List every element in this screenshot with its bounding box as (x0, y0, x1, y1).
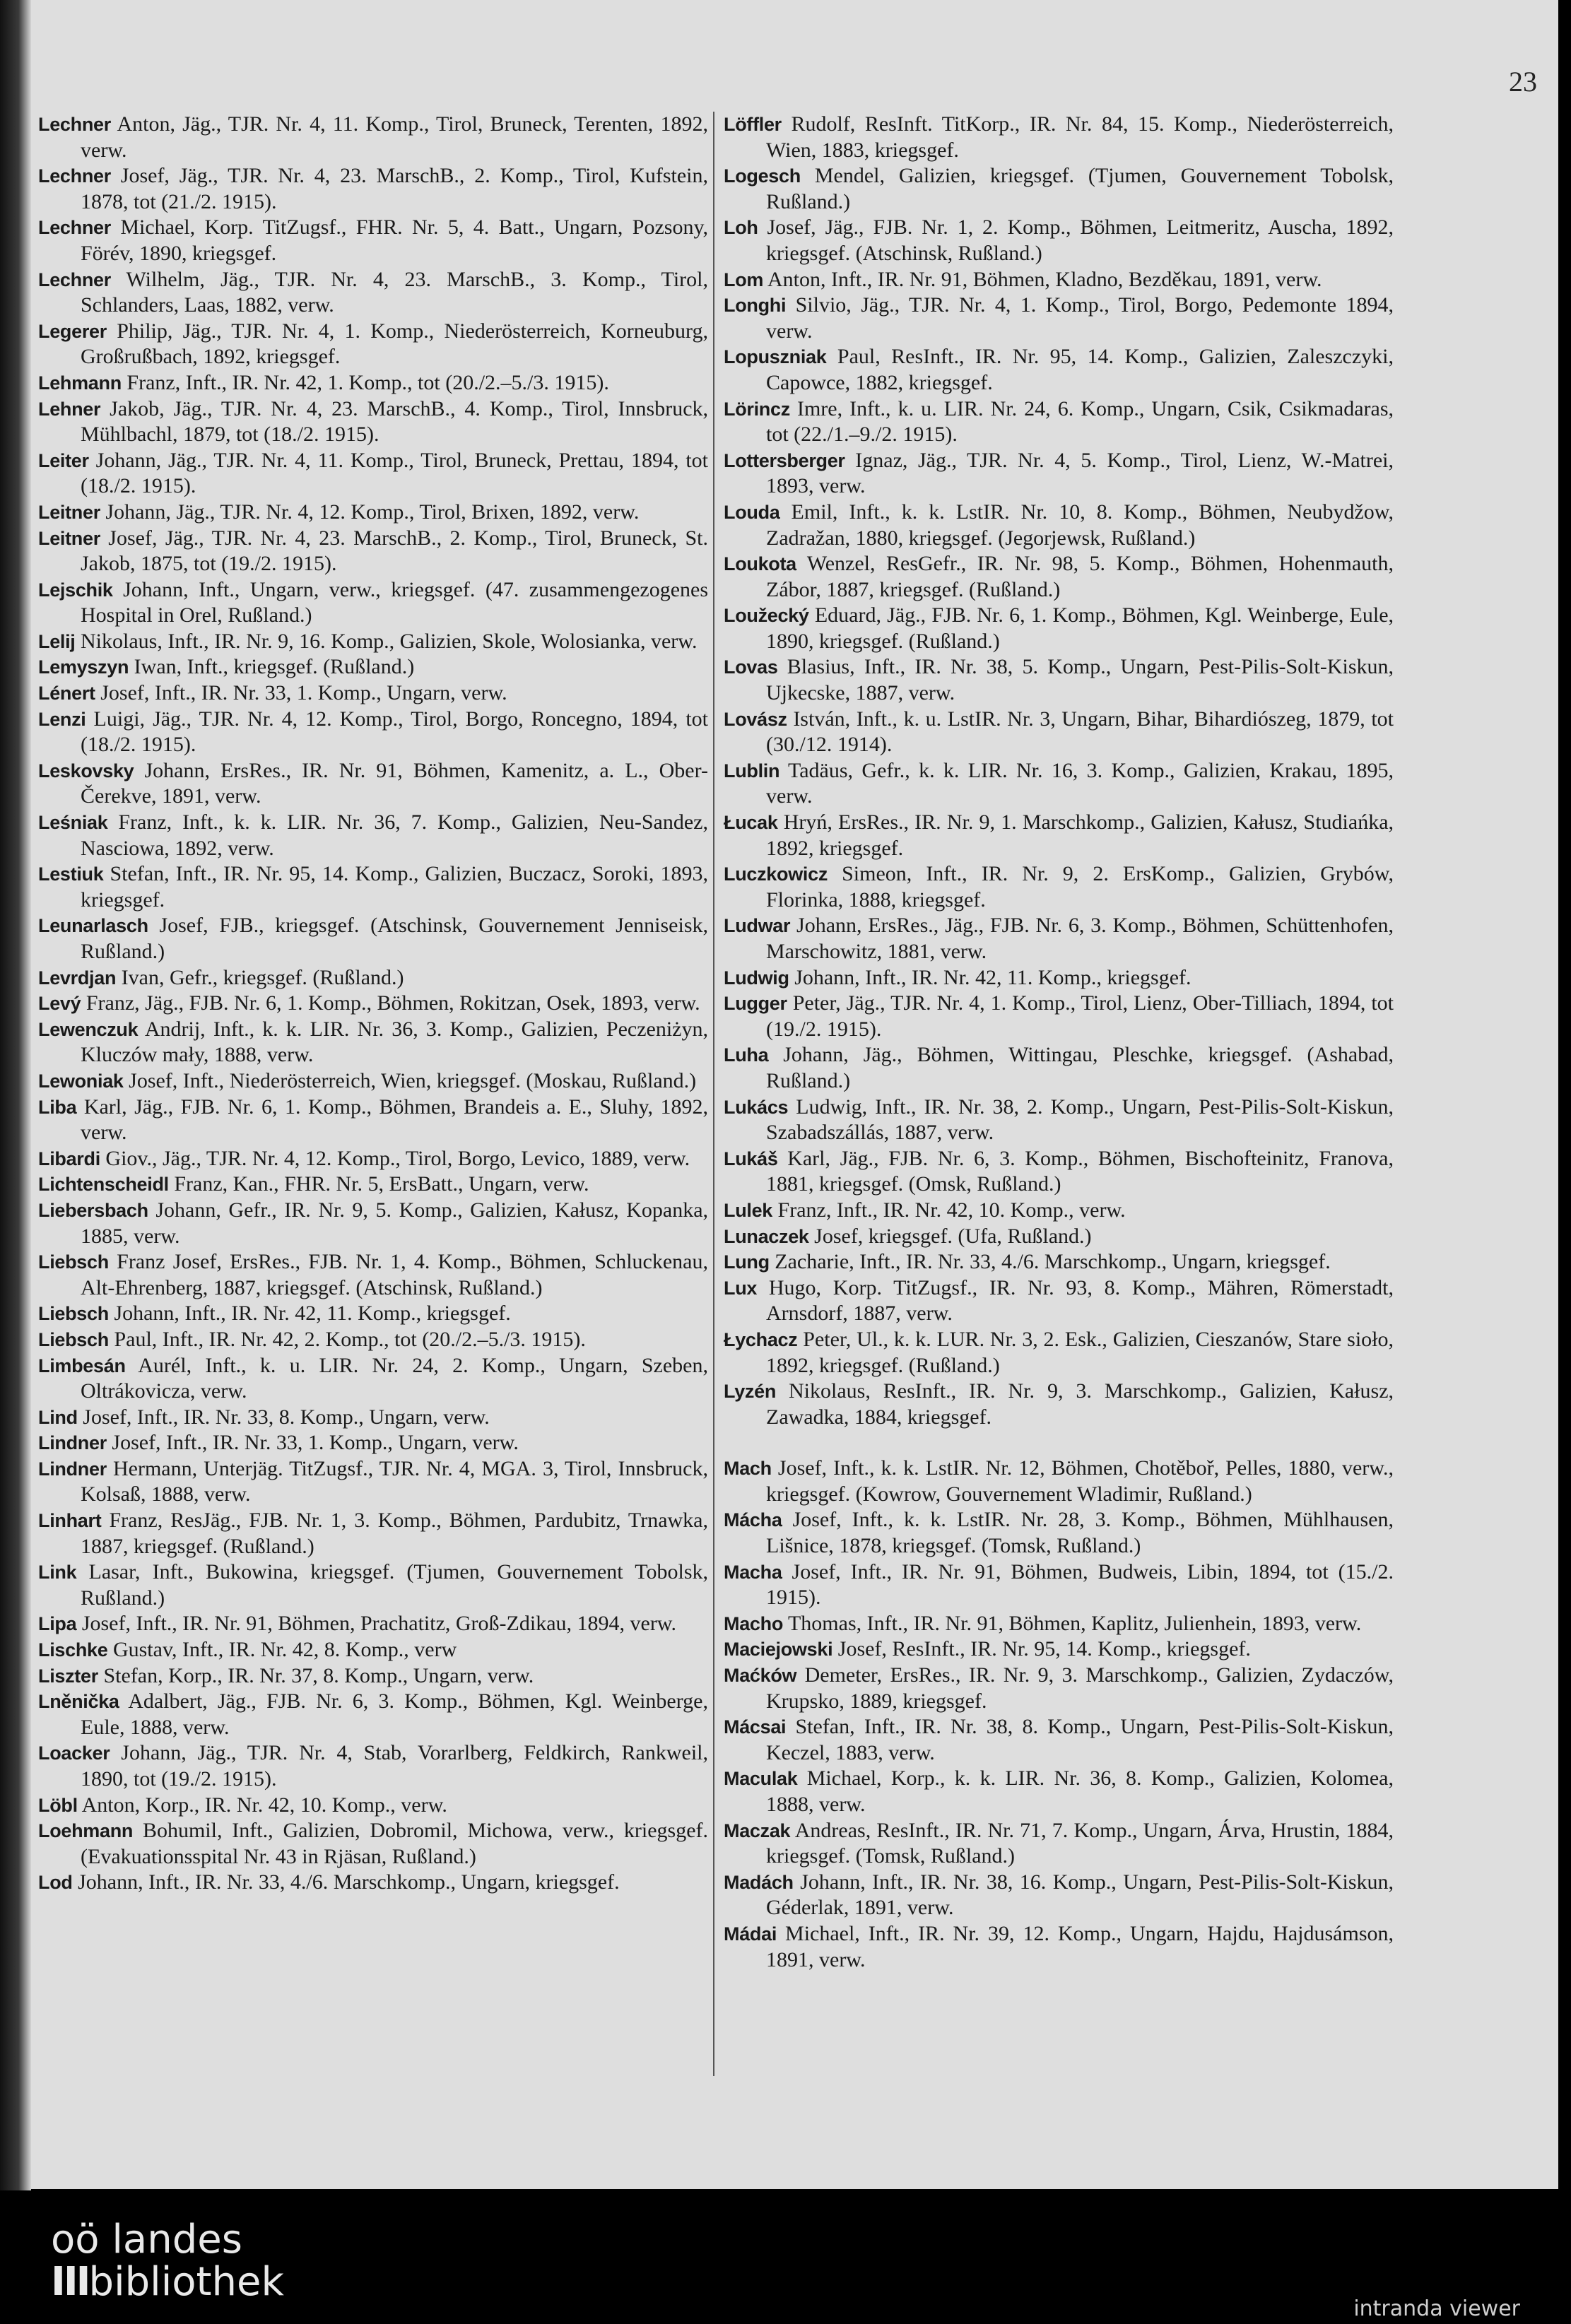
entry-details: Josef, Inft., IR. Nr. 33, 8. Komp., Ungarn, verw. (83, 1405, 490, 1429)
entry-surname: Lublin (724, 760, 780, 781)
page-number: 23 (1509, 66, 1537, 98)
register-entry (724, 965, 1394, 991)
register-entry (38, 1689, 708, 1740)
register-entry (724, 551, 1394, 603)
entry-surname: Lulek (724, 1199, 773, 1221)
entry-surname: Leitner (38, 501, 100, 523)
entry-surname: Lux (724, 1277, 758, 1299)
register-entry (724, 1095, 1394, 1146)
entry-surname: Lemyszyn (38, 656, 129, 678)
entry-surname: Loehmann (38, 1820, 134, 1842)
entry-details: Luigi, Jäg., TJR. Nr. 4, 12. Komp., Tirol, Borgo, Roncegno, 1894, tot (18./2. 1915). (81, 707, 708, 757)
entry-details: Josef, kriegsgef. (Ufa, Rußland.) (814, 1224, 1092, 1248)
entry-details: Franz, Kan., FHR. Nr. 5, ErsBatt., Ungarn, verw. (174, 1172, 589, 1196)
register-entry (724, 991, 1394, 1042)
register-entry (724, 861, 1394, 913)
entry-details: Johann, Inft., IR. Nr. 42, 11. Komp., kriegsgef. (794, 965, 1192, 989)
column-divider (713, 112, 714, 2076)
entry-details: Franz, ResJäg., FJB. Nr. 1, 3. Komp., Böhmen, Pardubitz, Trnawka, 1887, kriegsgef. (Rußland.) (81, 1509, 708, 1558)
entry-surname: Lukács (724, 1096, 789, 1118)
register-entry (724, 1921, 1394, 1973)
entry-surname: Maczak (724, 1819, 791, 1841)
entry-surname: Lénert (38, 683, 95, 704)
entry-details: Stefan, Inft., IR. Nr. 95, 14. Komp., Galizien, Buczacz, Soroki, 1893, kriegsgef. (81, 862, 709, 912)
register-entry (38, 965, 708, 991)
entry-surname: Löffler (724, 114, 782, 135)
register-entry (724, 1559, 1394, 1611)
entry-details: Giov., Jäg., TJR. Nr. 4, 12. Komp., Tirol, Borgo, Levico, 1889, verw. (105, 1146, 690, 1170)
register-entry (724, 215, 1394, 266)
entry-details: Anton, Inft., IR. Nr. 91, Böhmen, Kladno, Bezděkau, 1891, verw. (767, 267, 1322, 291)
register-entry (724, 1507, 1394, 1559)
register-entry (724, 1249, 1394, 1275)
entry-surname: Limbesán (38, 1355, 126, 1376)
entry-details: Ignaz, Jäg., TJR. Nr. 4, 5. Komp., Tirol, Lienz, W.-Matrei, 1893, verw. (766, 448, 1394, 498)
register-entry (724, 1636, 1394, 1663)
entry-details: Hugo, Korp. TitZugsf., IR. Nr. 93, 8. Komp., Mähren, Römerstadt, Arnsdorf, 1887, verw. (766, 1275, 1394, 1326)
entry-surname: Loacker (38, 1742, 110, 1764)
entry-surname: Lewenczuk (38, 1018, 139, 1040)
entry-details: Ludwig, Inft., IR. Nr. 38, 2. Komp., Ungarn, Pest-Pilis-Solt-Kiskun, Szabadszállás, 1887, verw. (766, 1095, 1394, 1145)
register-entry (724, 1714, 1394, 1766)
entry-surname: Liebsch (38, 1303, 109, 1325)
entry-details: Eduard, Jäg., FJB. Nr. 6, 1. Komp., Böhmen, Kgl. Weinberge, Eule, 1890, kriegsgef. (Rußland.) (766, 603, 1394, 653)
register-entry (724, 1766, 1394, 1817)
entry-details: Peter, Ul., k. k. LUR. Nr. 3, 2. Esk., Galizien, Cieszanów, Stare sioło, 1892, kriegsgef. (Rußland.) (766, 1327, 1394, 1377)
entry-details: Nikolaus, ResInft., IR. Nr. 9, 3. Marschkomp., Galizien, Kałusz, Zawadka, 1884, kriegsgef. (766, 1379, 1394, 1429)
entry-details: Karl, Jäg., FJB. Nr. 6, 3. Komp., Böhmen, Bischofteinitz, Franova, 1881, kriegsgef. (Omsk, Rußland.) (766, 1146, 1394, 1196)
viewer-brand-label: intranda viewer (1353, 2296, 1520, 2321)
entry-surname: Lyzén (724, 1381, 777, 1403)
entry-details: Johann, Jäg., TJR. Nr. 4, 12. Komp., Tirol, Brixen, 1892, verw. (105, 500, 640, 524)
entry-details: Gustav, Inft., IR. Nr. 42, 8. Komp., verw (112, 1638, 457, 1662)
register-entry (38, 629, 708, 655)
entry-surname: Lind (38, 1406, 78, 1428)
register-entry (724, 1611, 1394, 1637)
logo-bars-icon: III (51, 2259, 89, 2305)
register-entry (724, 1456, 1394, 1507)
entry-surname: Longhi (724, 295, 787, 317)
entry-surname: Maculak (724, 1768, 798, 1790)
entry-surname: Lichtenscheidl (38, 1174, 169, 1196)
entry-surname: Macha (724, 1561, 782, 1583)
entry-surname: Lechner (38, 269, 111, 290)
entry-surname: Liba (38, 1096, 77, 1118)
register-entry (724, 396, 1394, 448)
entry-surname: Lörincz (724, 398, 790, 420)
register-entry (724, 293, 1394, 344)
entry-details: Rudolf, ResInft. TitKorp., IR. Nr. 84, 15. Komp., Niederösterreich, Wien, 1883, kriegsgef. (766, 112, 1394, 162)
entry-details: Blasius, Inft., IR. Nr. 38, 5. Komp., Ungarn, Pest-Pilis-Solt-Kiskun, Ujkecske, 1887, verw. (766, 655, 1394, 705)
register-entry (724, 1146, 1394, 1198)
entry-details: Paul, ResInft., IR. Nr. 95, 14. Komp., Galizien, Zaleszczyki, Capowce, 1882, kriegsgef. (766, 345, 1394, 394)
entry-details: Josef, Inft., IR. Nr. 33, 1. Komp., Ungarn, verw. (100, 681, 507, 705)
register-entry (724, 1275, 1394, 1327)
entry-surname: Mácha (724, 1509, 782, 1531)
register-entry (38, 1559, 708, 1611)
entry-details: Philip, Jäg., TJR. Nr. 4, 1. Komp., Niederösterreich, Korneuburg, Großrußbach, 1892, kriegsgef. (81, 319, 708, 369)
entry-details: Andreas, ResInft., IR. Nr. 71, 7. Komp., Ungarn, Árva, Hrustin, 1884, kriegsgef. (Tomsk, Rußland.) (766, 1818, 1394, 1868)
entry-details: Michael, Inft., IR. Nr. 39, 12. Komp., Ungarn, Hajdu, Hajdusámson, 1891, verw. (766, 1921, 1394, 1971)
entry-details: Ivan, Gefr., kriegsgef. (Rußland.) (121, 965, 404, 989)
entry-details: Demeter, ErsRes., IR. Nr. 9, 3. Marschkomp., Galizien, Zydaczów, Krupsko, 1889, kriegsgef. (766, 1663, 1394, 1713)
entry-details: Imre, Inft., k. u. LIR. Nr. 24, 6. Komp., Ungarn, Csik, Csikmadaras, tot (22./1.–9./2. 1915). (766, 396, 1394, 447)
entry-details: Silvio, Jäg., TJR. Nr. 4, 1. Komp., Tirol, Borgo, Pedemonte 1894, verw. (766, 293, 1394, 343)
entry-surname: Liszter (38, 1665, 98, 1687)
entry-details: Lasar, Inft., Bukowina, kriegsgef. (Tjumen, Gouvernement Tobolsk, Rußland.) (81, 1560, 709, 1610)
entry-surname: Luczkowicz (724, 863, 828, 885)
register-entry (724, 1198, 1394, 1224)
register-entry (38, 1068, 708, 1095)
register-entry (724, 448, 1394, 500)
entry-details: Michael, Korp., k. k. LIR. Nr. 36, 8. Komp., Galizien, Kolomea, 1888, verw. (766, 1766, 1394, 1816)
entry-details: Johann, Inft., Ungarn, verw., kriegsgef. (47. zusammengezogenes Hospital in Orel, Rußland.) (81, 577, 709, 627)
entry-details: Mendel, Galizien, kriegsgef. (Tjumen, Gouvernement Tobolsk, Rußland.) (766, 164, 1394, 213)
entry-surname: Leunarlasch (38, 915, 148, 937)
entry-surname: Legerer (38, 320, 107, 342)
register-entry (38, 163, 708, 215)
entry-details: Johann, Inft., IR. Nr. 33, 4./6. Marschkomp., Ungarn, kriegsgef. (78, 1870, 620, 1894)
register-entry (724, 344, 1394, 396)
entry-details: Andrij, Inft., k. k. LIR. Nr. 36, 3. Komp., Galizien, Peczeniżyn, Kluczów mały, 1888, verw. (81, 1017, 708, 1067)
entry-details: Aurél, Inft., k. u. LIR. Nr. 24, 2. Komp., Ungarn, Szeben, Oltrákovicza, verw. (81, 1353, 708, 1403)
entry-details: Franz, Jäg., FJB. Nr. 6, 1. Komp., Böhmen, Rokitzan, Osek, 1893, verw. (86, 991, 700, 1015)
entry-surname: Łucak (724, 812, 778, 834)
entry-details: Johann, Jäg., TJR. Nr. 4, Stab, Vorarlberg, Feldkirch, Rankweil, 1890, tot (19./2. 1915). (81, 1741, 708, 1791)
register-entry (38, 1456, 708, 1508)
entry-surname: Louda (724, 501, 780, 523)
entry-surname: Lovas (724, 656, 778, 678)
entry-surname: Lindner (38, 1432, 107, 1454)
entry-surname: Ludwig (724, 967, 789, 989)
entry-details: Hermann, Unterjäg. TitZugsf., TJR. Nr. 4, MGA. 3, Tirol, Innsbruck, Kolsaß, 1888, verw. (81, 1456, 708, 1506)
entry-surname: Löbl (38, 1794, 78, 1816)
entry-surname: Maciejowski (724, 1639, 833, 1661)
register-entry (724, 654, 1394, 706)
register-entry (38, 1611, 708, 1637)
entry-details: Wilhelm, Jäg., TJR. Nr. 4, 23. MarschB., 3. Komp., Tirol, Schlanders, Laas, 1882, verw. (81, 267, 708, 317)
entry-details: Johann, Gefr., IR. Nr. 9, 5. Komp., Galizien, Kałusz, Kopanka, 1885, verw. (81, 1198, 709, 1248)
entry-surname: Link (38, 1562, 77, 1583)
viewer-footer (0, 2190, 1571, 2324)
entry-surname: Lehmann (38, 372, 122, 394)
entry-details: Franz Josef, ErsRes., FJB. Nr. 1, 4. Komp., Böhmen, Schluckenau, Alt-Ehrenberg, 1887, kriegsgef. (Atschinsk, Rußland.) (81, 1250, 709, 1299)
register-entry (38, 215, 708, 266)
entry-surname: Lottersberger (724, 449, 845, 471)
entry-surname: Lechner (38, 114, 111, 135)
entry-details: Michael, Korp. TitZugsf., FHR. Nr. 5, 4. Batt., Ungarn, Pozsony, Förév, 1890, kriegsgef. (81, 216, 709, 265)
register-entry (38, 810, 708, 861)
register-entry (38, 680, 708, 707)
entry-surname: Libardi (38, 1148, 100, 1169)
section-gap (724, 1430, 1394, 1456)
entry-details: Simeon, Inft., IR. Nr. 9, 2. ErsKomp., Galizien, Grybów, Florinka, 1888, kriegsgef. (766, 862, 1394, 912)
entry-details: Anton, Jäg., TJR. Nr. 4, 11. Komp., Tirol, Bruneck, Terenten, 1892, verw. (81, 112, 708, 162)
register-entry (724, 1818, 1394, 1870)
entry-details: Karl, Jäg., FJB. Nr. 6, 1. Komp., Böhmen, Brandeis a. E., Sluhy, 1892, verw. (81, 1095, 708, 1145)
entry-details: Josef, Jäg., FJB. Nr. 1, 2. Komp., Böhmen, Leitmeritz, Auscha, 1892, kriegsgef. (Atschinsk, Rußland.) (766, 216, 1394, 265)
register-entry (724, 603, 1394, 654)
register-entry (38, 1793, 708, 1819)
register-entry (724, 163, 1394, 215)
register-entry (38, 1198, 708, 1249)
entry-details: Nikolaus, Inft., IR. Nr. 9, 16. Komp., Galizien, Skole, Wolosianka, verw. (81, 629, 698, 653)
entry-details: Wenzel, ResGefr., IR. Nr. 98, 5. Komp., Böhmen, Hohenmauth, Zábor, 1887, kriegsgef. (Rußland.) (766, 552, 1394, 601)
register-entry (38, 319, 708, 370)
entry-surname: Leskovsky (38, 760, 134, 781)
register-entry (38, 1870, 708, 1896)
entry-details: Josef, Jäg., TJR. Nr. 4, 23. MarschB., 2. Komp., Tirol, Kufstein, 1878, tot (21./2. 1915). (81, 164, 708, 213)
entry-surname: Loukota (724, 553, 796, 575)
entry-surname: Levý (38, 993, 81, 1015)
entry-surname: Lewoniak (38, 1070, 124, 1092)
register-entry (724, 1870, 1394, 1921)
entry-details: Emil, Inft., k. k. LstIR. Nr. 10, 8. Komp., Böhmen, Neubydžow, Zadražan, 1880, kriegsgef. (Jegorjewsk, Rußland.) (766, 500, 1394, 550)
entry-details: Franz, Inft., IR. Nr. 42, 1. Komp., tot (20./2.–5./3. 1915). (126, 370, 609, 394)
entry-surname: Lovász (724, 708, 787, 730)
entry-surname: Łychacz (724, 1328, 798, 1350)
register-entry (38, 448, 708, 500)
entry-surname: Lunaczek (724, 1225, 809, 1247)
register-entry (38, 707, 708, 758)
entry-details: Stefan, Inft., IR. Nr. 38, 8. Komp., Ungarn, Pest-Pilis-Solt-Kiskun, Keczel, 1883, verw. (766, 1715, 1394, 1764)
entry-details: Josef, Inft., IR. Nr. 33, 1. Komp., Ungarn, verw. (112, 1431, 519, 1455)
register-entry (38, 1637, 708, 1663)
entry-surname: Macho (724, 1612, 784, 1634)
entry-surname: Madách (724, 1871, 794, 1893)
register-entry (38, 1818, 708, 1870)
entry-surname: Ludwar (724, 915, 791, 937)
register-entry (724, 1379, 1394, 1430)
entry-details: Johann, ErsRes., IR. Nr. 91, Böhmen, Kamenitz, a. L., Ober-Čerekve, 1891, verw. (81, 758, 709, 808)
entry-details: Franz, Inft., IR. Nr. 42, 10. Komp., verw. (777, 1198, 1126, 1222)
register-entry (38, 1017, 708, 1068)
entry-details: Iwan, Inft., kriegsgef. (Rußland.) (134, 655, 415, 679)
entry-surname: Lipa (38, 1613, 77, 1635)
register-entry (38, 1508, 708, 1559)
register-entry (38, 1663, 708, 1689)
register-entry (724, 1663, 1394, 1714)
entry-details: Jakob, Jäg., TJR. Nr. 4, 23. MarschB., 4. Komp., Tirol, Innsbruck, Mühlbachl, 1879, tot (18./2. 1915). (81, 396, 709, 447)
register-entry (38, 1353, 708, 1405)
register-entry (724, 267, 1394, 293)
entry-details: Johann, Inft., IR. Nr. 42, 11. Komp., kriegsgef. (114, 1302, 511, 1326)
register-entry (724, 1042, 1394, 1094)
entry-details: Stefan, Korp., IR. Nr. 37, 8. Komp., Ungarn, verw. (103, 1663, 534, 1687)
entry-surname: Luha (724, 1044, 769, 1066)
entry-details: Bohumil, Inft., Galizien, Dobromil, Michowa, verw., kriegsgef. (Evakuationsspital Nr. 43 in Rjäsan, Rußland.) (81, 1819, 709, 1868)
entry-surname: Lukáš (724, 1148, 778, 1169)
register-entry (38, 112, 708, 163)
register-entry (724, 500, 1394, 551)
entry-details: Josef, Inft., k. k. LstIR. Nr. 28, 3. Komp., Böhmen, Mühlhausen, Lišnice, 1878, kriegsgef. (Tomsk, Rußland.) (766, 1508, 1394, 1558)
entry-details: Peter, Jäg., TJR. Nr. 4, 1. Komp., Tirol, Lienz, Ober-Tilliach, 1894, tot (19./2. 1915). (766, 991, 1394, 1041)
register-entry (38, 913, 708, 965)
entry-surname: Lechner (38, 217, 111, 239)
entry-surname: Loužecký (724, 605, 809, 627)
register-entry (38, 861, 708, 913)
logo-line-2 (51, 2261, 284, 2304)
entry-details: Johann, Jäg., TJR. Nr. 4, 11. Komp., Tirol, Bruneck, Prettau, 1894, tot (18./2. 1915). (81, 448, 709, 498)
library-logo (51, 2219, 284, 2304)
entry-surname: Leitner (38, 527, 100, 549)
register-entry (38, 1327, 708, 1353)
register-entry (724, 810, 1394, 861)
entry-details: Johann, Jäg., Böhmen, Wittingau, Pleschke, kriegsgef. (Ashabad, Rußland.) (766, 1043, 1394, 1092)
register-entry (38, 396, 708, 448)
right-column (724, 112, 1394, 1973)
entry-details: Josef, FJB., kriegsgef. (Atschinsk, Gouvernement Jenniseisk, Rußland.) (81, 914, 709, 963)
entry-surname: Lehner (38, 398, 101, 420)
entry-surname: Mádai (724, 1923, 777, 1945)
register-entry (724, 1224, 1394, 1250)
entry-details: Josef, Inft., IR. Nr. 91, Böhmen, Prachatitz, Groß-Zdikau, 1894, verw. (81, 1612, 677, 1636)
register-entry (38, 1301, 708, 1327)
left-column (38, 112, 708, 1896)
register-entry (38, 1740, 708, 1792)
register-entry (38, 1146, 708, 1172)
logo-line-1: oö landes (51, 2217, 242, 2263)
register-entry (724, 913, 1394, 965)
entry-details: Hryń, ErsRes., IR. Nr. 9, 1. Marschkomp., Galizien, Kałusz, Studiańka, 1892, kriegsgef. (766, 810, 1394, 860)
entry-surname: Lejschik (38, 579, 113, 601)
entry-surname: Liebsch (38, 1251, 109, 1273)
entry-details: Zacharie, Inft., IR. Nr. 33, 4./6. Marschkomp., Ungarn, kriegsgef. (775, 1250, 1331, 1274)
entry-details: Thomas, Inft., IR. Nr. 91, Böhmen, Kaplitz, Julienhein, 1893, verw. (787, 1611, 1362, 1635)
entry-surname: Mach (724, 1458, 772, 1480)
register-entry (38, 1249, 708, 1301)
entry-surname: Lindner (38, 1458, 107, 1480)
entry-surname: Logesch (724, 165, 801, 187)
entry-surname: Leśniak (38, 812, 108, 834)
register-entry (38, 1095, 708, 1146)
register-entry (38, 577, 708, 629)
entry-details: Johann, Inft., IR. Nr. 38, 16. Komp., Ungarn, Pest-Pilis-Solt-Kiskun, Géderlak, 1891, verw. (766, 1870, 1394, 1920)
entry-details: Josef, Inft., k. k. LstIR. Nr. 12, Böhmen, Chotěboř, Pelles, 1880, verw., kriegsgef. (Kowrow, Gouvernement Wladimir, Rußland.) (766, 1456, 1394, 1506)
entry-surname: Maćków (724, 1665, 797, 1687)
entry-surname: Lischke (38, 1639, 108, 1661)
entry-surname: Liebersbach (38, 1199, 148, 1221)
register-entry (38, 1430, 708, 1456)
entry-surname: Liebsch (38, 1328, 109, 1350)
entry-surname: Mácsai (724, 1716, 787, 1738)
entry-surname: Lod (38, 1872, 73, 1894)
entry-surname: Loh (724, 217, 758, 239)
entry-surname: Lelij (38, 630, 76, 652)
entry-surname: Lechner (38, 165, 111, 187)
register-entry (38, 758, 708, 810)
book-page (31, 0, 1558, 2189)
entry-details: Josef, Jäg., TJR. Nr. 4, 23. MarschB., 2. Komp., Tirol, Bruneck, St. Jakob, 1875, tot (19./2. 1915). (81, 526, 708, 576)
register-entry (38, 991, 708, 1017)
entry-details: István, Inft., k. u. LstIR. Nr. 3, Ungarn, Bihar, Bihardiószeg, 1879, tot (30./12. 1914). (766, 707, 1394, 757)
entry-details: Tadäus, Gefr., k. k. LIR. Nr. 16, 3. Komp., Galizien, Krakau, 1895, verw. (766, 758, 1394, 808)
book-binding-shadow (0, 0, 31, 2190)
entry-surname: Lopuszniak (724, 346, 827, 368)
register-entry (38, 370, 708, 396)
register-entry (724, 758, 1394, 810)
entry-details: Franz, Inft., k. k. LIR. Nr. 36, 7. Komp., Galizien, Neu-Sandez, Nasciowa, 1892, verw. (81, 810, 709, 860)
entry-surname: Linhart (38, 1510, 102, 1532)
register-entry (724, 112, 1394, 163)
logo-line-2-text: bibliothek (88, 2259, 284, 2305)
entry-surname: Lněnička (38, 1691, 119, 1713)
entry-details: Johann, ErsRes., Jäg., FJB. Nr. 6, 3. Komp., Böhmen, Schüttenhofen, Marschowitz, 1881, verw. (766, 914, 1394, 963)
register-entry (38, 1405, 708, 1431)
entry-surname: Lom (724, 269, 764, 290)
entry-details: Josef, ResInft., IR. Nr. 95, 14. Komp., kriegsgef. (837, 1637, 1251, 1661)
register-entry (724, 1327, 1394, 1379)
entry-surname: Levrdjan (38, 967, 117, 989)
entry-surname: Lenzi (38, 708, 86, 730)
entry-details: Josef, Inft., IR. Nr. 91, Böhmen, Budweis, Libin, 1894, tot (15./2. 1915). (766, 1559, 1394, 1610)
register-entry (38, 526, 708, 577)
entry-surname: Lugger (724, 993, 787, 1015)
entry-surname: Lestiuk (38, 863, 104, 885)
entry-details: Paul, Inft., IR. Nr. 42, 2. Komp., tot (20./2.–5./3. 1915). (114, 1327, 586, 1351)
register-entry (724, 707, 1394, 758)
register-entry (38, 267, 708, 319)
entry-details: Josef, Inft., Niederösterreich, Wien, kriegsgef. (Moskau, Rußland.) (129, 1068, 697, 1092)
entry-details: Anton, Korp., IR. Nr. 42, 10. Komp., verw. (81, 1793, 447, 1817)
register-entry (38, 1172, 708, 1198)
entry-details: Adalbert, Jäg., FJB. Nr. 6, 3. Komp., Böhmen, Kgl. Weinberge, Eule, 1888, verw. (81, 1689, 708, 1739)
entry-surname: Leiter (38, 449, 89, 471)
entry-surname: Lung (724, 1251, 770, 1273)
register-entry (38, 500, 708, 526)
register-entry (38, 654, 708, 680)
